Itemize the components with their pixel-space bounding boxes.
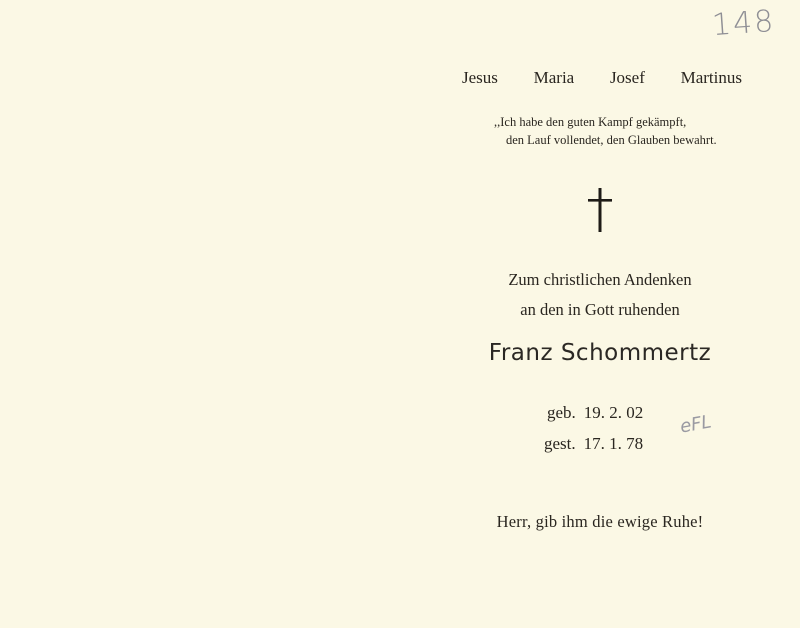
quote-line-1: ,,Ich habe den guten Kampf gekämpft, xyxy=(494,115,687,129)
deceased-name: Franz Schommertz xyxy=(488,340,712,366)
pencil-archive-number: 148 xyxy=(710,3,777,44)
quote-line-2: den Lauf vollendet, den Glauben bewahrt. xyxy=(506,133,717,147)
birth-date xyxy=(547,403,643,423)
birth-value: 19. 2. 02 xyxy=(583,403,644,422)
holy-names-line xyxy=(462,68,742,88)
closing-prayer: Herr, gib ihm die ewige Ruhe! xyxy=(496,512,704,531)
death-label: gest. xyxy=(544,434,576,453)
death-value: 17. 1. 78 xyxy=(583,434,644,453)
birth-label: geb. xyxy=(547,403,576,422)
death-date xyxy=(544,434,643,454)
cross-icon xyxy=(588,188,612,232)
bible-quote xyxy=(494,113,717,149)
holy-name-jesus: Jesus xyxy=(462,68,498,87)
intro-line-2: an den in Gott ruhenden xyxy=(520,300,680,319)
holy-name-josef: Josef xyxy=(609,68,645,87)
intro-line-1: Zum christlichen Andenken xyxy=(508,270,692,289)
holy-name-martinus: Martinus xyxy=(680,68,742,87)
holy-name-maria: Maria xyxy=(533,68,575,87)
pencil-mark: eFL xyxy=(678,411,714,438)
